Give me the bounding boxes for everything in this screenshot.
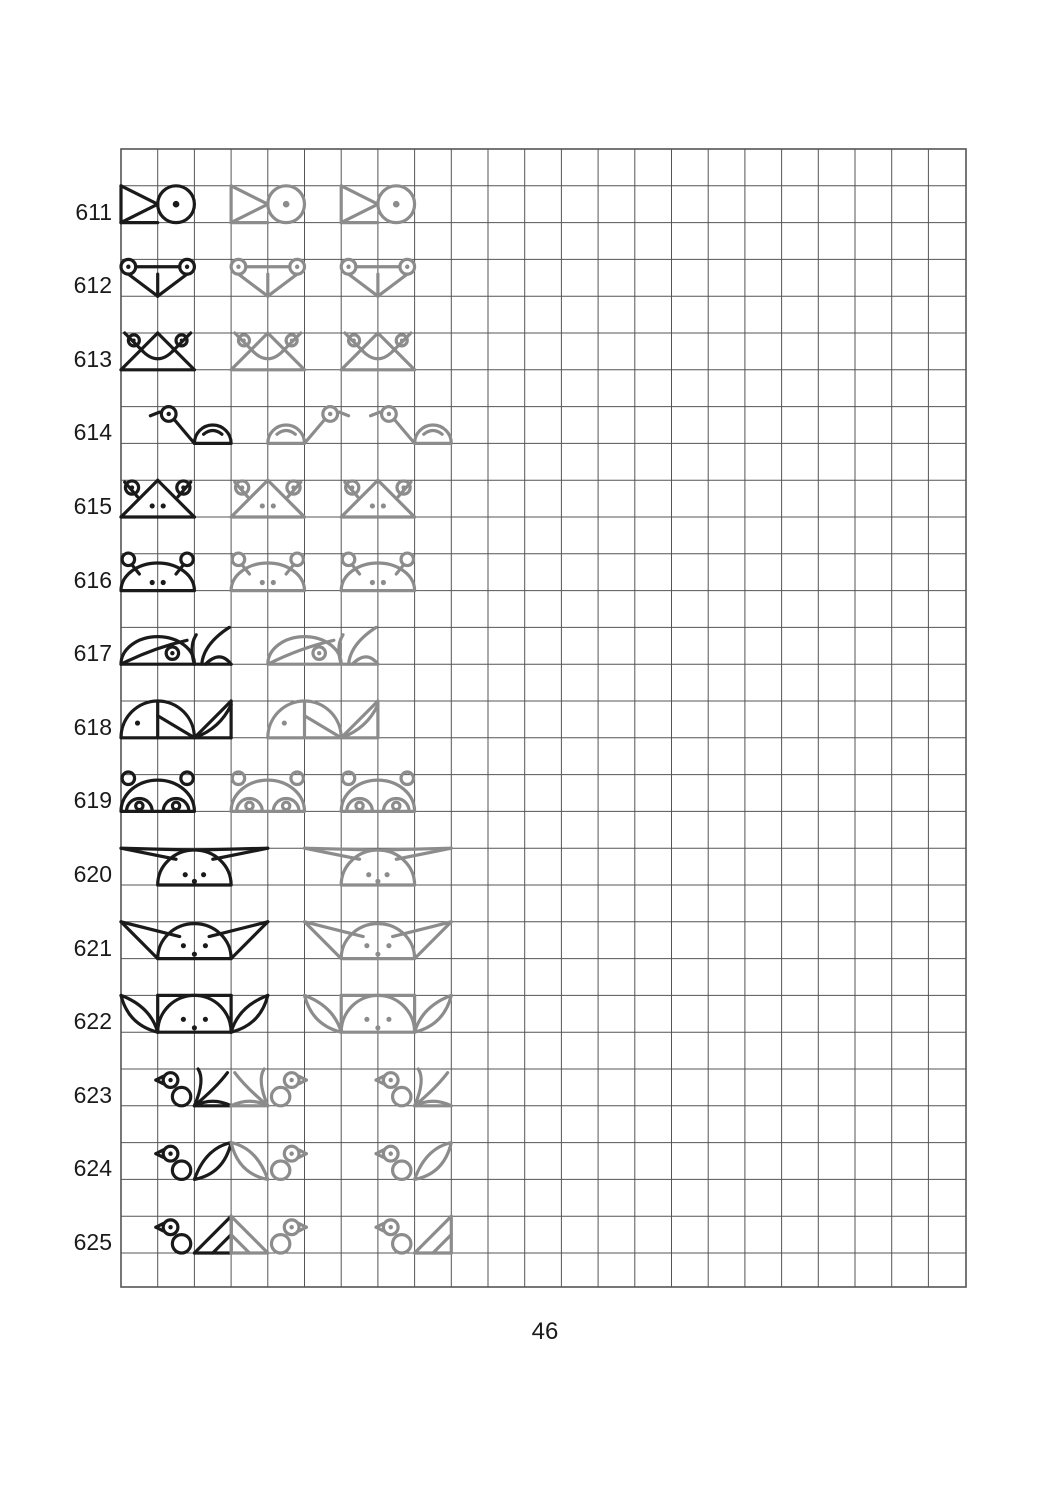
motif-bird-and-hill-trace (371, 407, 452, 444)
row-label: 617 (73, 640, 112, 667)
motif-dome-segments-wedge-sample (121, 701, 231, 738)
motif-chick-wedge-trace (376, 1216, 451, 1253)
row-label: 613 (73, 345, 112, 372)
row-label: 618 (73, 713, 112, 740)
page-number: 46 (531, 1318, 559, 1345)
motif-chick-leaf-sample (156, 1143, 231, 1180)
motif-bird-and-hill-trace (268, 407, 349, 444)
row-label: 625 (73, 1229, 112, 1255)
motif-fish-dome-grass-sample (121, 627, 231, 664)
row-label: 611 (75, 198, 112, 225)
motif-chick-leaf-trace (231, 1143, 306, 1180)
row-label: 614 (73, 419, 112, 446)
grid-lines (121, 149, 966, 1287)
row-label: 622 (73, 1008, 112, 1035)
row-label: 624 (73, 1155, 112, 1182)
motif-chick-wedge-sample (156, 1216, 231, 1253)
row-label: 621 (73, 934, 112, 961)
motif-drawings (121, 186, 451, 1253)
row-label: 616 (73, 566, 112, 593)
row-label: 612 (73, 272, 112, 299)
motif-dome-segments-wedge-trace (268, 701, 378, 738)
row-label: 620 (73, 861, 112, 887)
row-label: 623 (73, 1081, 112, 1108)
motif-chick-wedge-trace (231, 1216, 306, 1253)
motif-chick-leaf-trace (376, 1143, 451, 1180)
grid-border (121, 149, 966, 1287)
motif-fish-dome-grass-trace (268, 627, 378, 664)
row-label: 615 (73, 493, 112, 519)
motif-bird-and-hill-sample (150, 407, 231, 444)
row-label: 619 (73, 787, 112, 814)
motif-chick-grass-sample (156, 1069, 231, 1106)
motif-chick-grass-trace (231, 1069, 306, 1106)
motif-chick-grass-trace (376, 1069, 451, 1106)
